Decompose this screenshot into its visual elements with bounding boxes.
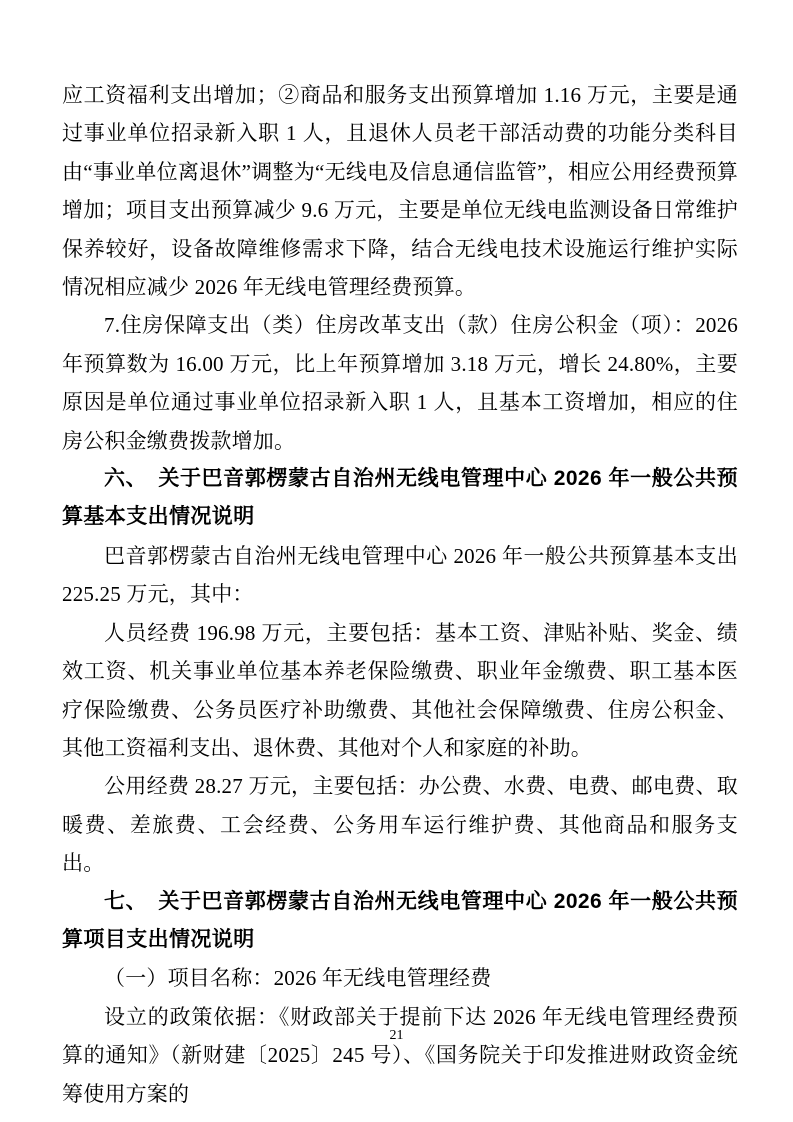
paragraph-housing-security: 7.住房保障支出（类）住房改革支出（款）住房公积金（项）：2026 年预算数为 16.00 万元，比上年预算增加 3.18 万元，增长 24.80%，主要原因是单位通过事业单位招录新入职 1 人，且基本工资增加，相应的住房公积金缴费拨款增加。	[62, 313, 738, 453]
paragraph-personnel-expense: 人员经费 196.98 万元，主要包括：基本工资、津贴补贴、奖金、绩效工资、机关事业单位基本养老保险缴费、职业年金缴费、职工基本医疗保险缴费、公务员医疗补助缴费、其他社会保障缴费、住房公积金、其他工资福利支出、退休费、其他对个人和家庭的补助。	[62, 620, 738, 760]
paragraph-basic-expenditure-total: 巴音郭楞蒙古自治州无线电管理中心 2026 年一般公共预算基本支出 225.25 万元，其中：	[62, 543, 738, 607]
heading-section-six: 六、 关于巴音郭楞蒙古自治州无线电管理中心 2026 年一般公共预算基本支出情况说明	[62, 467, 738, 529]
page-footer	[0, 1026, 793, 1044]
paragraph-public-expense: 公用经费 28.27 万元，主要包括：办公费、水费、电费、邮电费、取暖费、差旅费、工会经费、公务用车运行维护费、其他商品和服务支出。	[62, 774, 738, 876]
paragraph-policy-basis: 设立的政策依据：《财政部关于提前下达 2026 年无线电管理经费预算的通知》（新财建〔2025〕245 号）、《国务院关于印发推进财政资金统筹使用方案的	[62, 1004, 738, 1106]
paragraph-wage-welfare-continuation: 应工资福利支出增加；②商品和服务支出预算增加 1.16 万元，主要是通过事业单位招录新入职 1 人，且退休人员老干部活动费的功能分类科目由“事业单位离退休”调整为“无线电及信息通信监管”，相应公用经费预算增加；项目支出预算减少 9.6 万元，主要是单位无线电监测设备日常维护保养较好，设备故障维修需求下降，结合无线电技术设施运行维护实际情况相应减少 2026 年无线电管理经费预算。	[62, 83, 738, 300]
document-body	[62, 76, 738, 1113]
heading-section-seven: 七、 关于巴音郭楞蒙古自治州无线电管理中心 2026 年一般公共预算项目支出情况说明	[62, 889, 738, 951]
paragraph-project-name: （一）项目名称：2026 年无线电管理经费	[104, 966, 492, 991]
page-number: 21	[389, 1028, 404, 1043]
